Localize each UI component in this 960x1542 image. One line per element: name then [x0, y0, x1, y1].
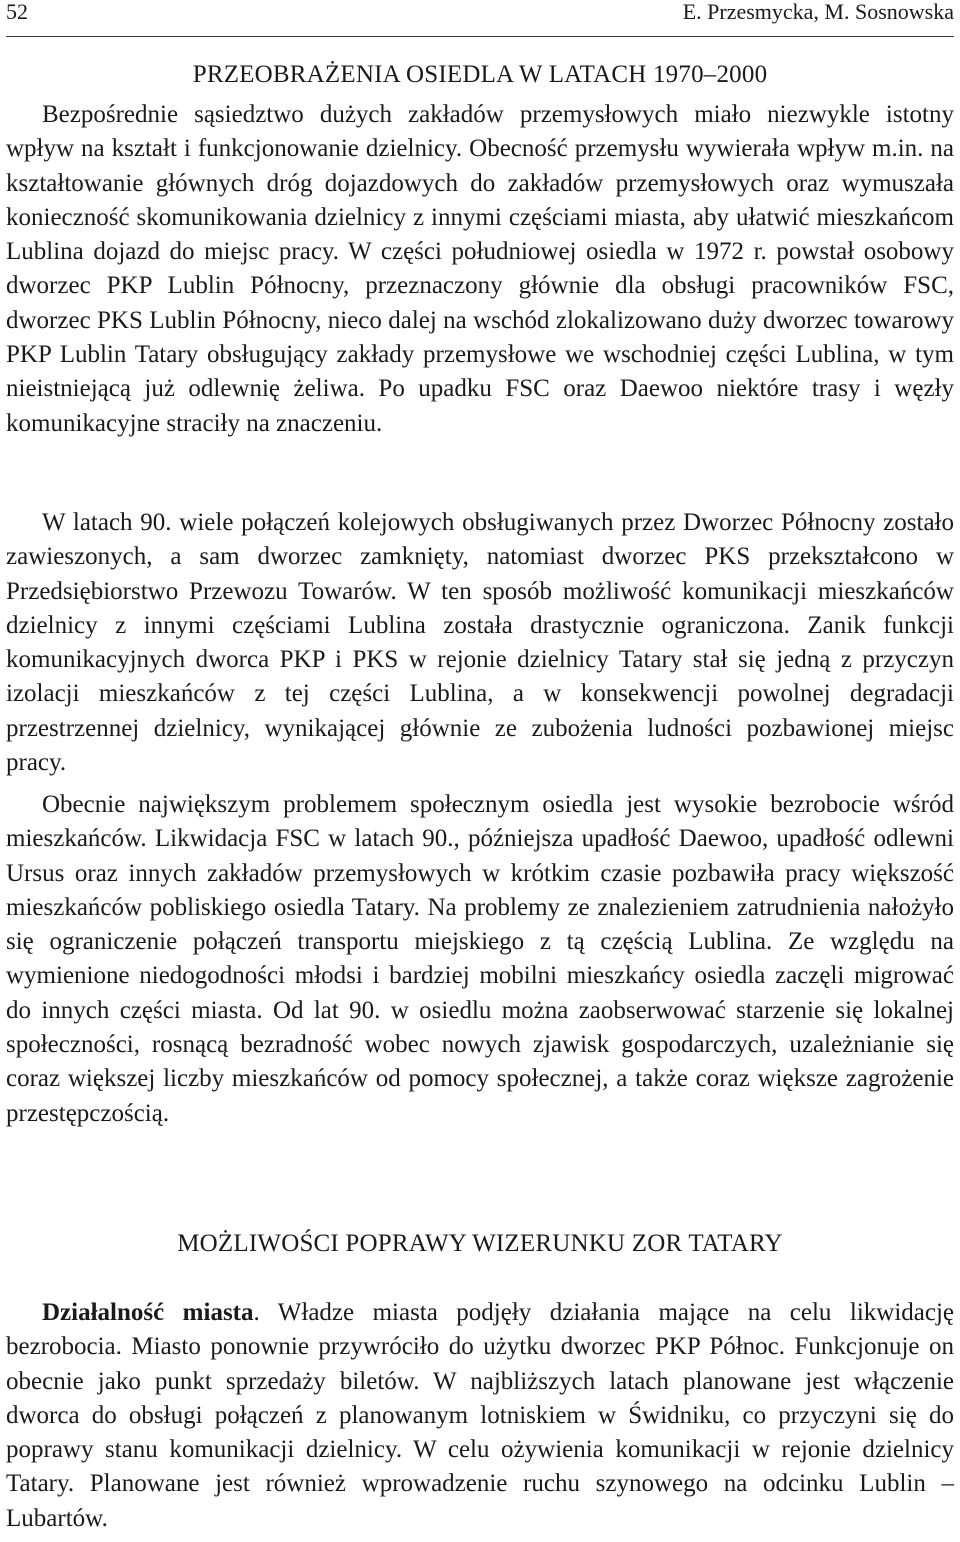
page-number: 52 [6, 0, 28, 24]
paragraph-city-activity-text: . Władze miasta podjęły działania mające na celu likwidację bezrobocia. Miasto ponownie przywróciło do użytku dworzec PKP Północ. Funkcjonuje on obecnie jako punkt sprzedaży biletów. W najbliższych latach planowane jest włączenie dworca do obsługi połączeń z planowanym lotniskiem w Świdniku, co przyczyni się do poprawy stanu komunikacji dzielnicy. W celu ożywienia komunikacji w rejonie dzielnicy Tatary. Planowane jest również wprowadzenie ruchu szynowego na odcinku Lublin – Lubartów. [6, 1299, 954, 1532]
paragraph-industry-influence: Bezpośrednie sąsiedztwo dużych zakładów przemysłowych miało niezwykle istotny wpływ na kształt i funkcjonowanie dzielnicy. Obecność przemysłu wywierała wpływ m.in. na kształtowanie głównych dróg dojazdowych do zakładów przemysłowych oraz wymuszała konieczność skomunikowania dzielnicy z innymi częściami miasta, aby ułatwić mieszkańcom Lublina dojazd do miejsc pracy. W części południowej osiedla w 1972 r. powstał osobowy dworzec PKP Lublin Północny, przeznaczony głównie dla obsługi pracowników FSC, dworzec PKS Lublin Północny, nieco dalej na wschód zlokalizowano duży dworzec towarowy PKP Lublin Tatary obsługujący zakłady przemysłowe we wschodniej części Lublina, w tym nieistniejącą już odlewnię żeliwa. Po upadku FSC oraz Daewoo niektóre trasy i węzły komunikacyjne straciły na znaczeniu. [6, 101, 954, 437]
section-heading-transformations: PRZEOBRAŻENIA OSIEDLA W LATACH 1970–2000 [192, 61, 768, 88]
paragraph-rail-closures: W latach 90. wiele połączeń kolejowych obsługiwanych przez Dworzec Północny zostało zawieszonych, a sam dworzec zamknięty, natomiast dworzec PKS przekształcono w Przedsiębiorstwo Przewozu Towarów. W ten sposób możliwość komunikacji mieszkańców dzielnicy z innymi częściami Lublina została drastycznie ograniczona. Zanik funkcji komunikacyjnych dworca PKP i PKS w rejonie dzielnicy Tatary stał się jedną z przyczyn izolacji mieszkańców z tej części Lublina, a w konsekwencji powolnej degradacji przestrzennej dzielnicy, wynikającej głównie ze zubożenia ludności pozbawionej miejsc pracy. [6, 509, 954, 777]
running-header-authors: E. Przesmycka, M. Sosnowska [682, 0, 954, 24]
paragraph-unemployment: Obecnie największym problemem społecznym osiedla jest wysokie bezrobocie wśród mieszkańców. Likwidacja FSC w latach 90., późniejsza upadłość Daewoo, upadłość odlewni Ursus oraz innych zakładów przemysłowych w krótkim czasie pozbawiła pracy większość mieszkańców pobliskiego osiedla Tatary. Na problemy ze znalezieniem zatrudnienia nałożyło się ograniczenie połączeń transportu miejskiego z tą częścią Lublina. Ze względu na wymienione niedogodności młodsi i bardziej mobilni mieszkańcy osiedla zaczęli migrować do innych części miasta. Od lat 90. w osiedlu można zaobserwować starzenie się lokalnej społeczności, rosnącą bezradność wobec nowych zjawisk gospodarczych, uzależnianie się coraz większej liczby mieszkańców od pomocy społecznej, a także coraz większe zagrożenie przestępczością. [6, 791, 954, 1127]
paragraph-city-activity [6, 1296, 954, 1536]
paragraph-lead-term: Działalność miasta [42, 1299, 254, 1326]
section-heading-image-improvement: MOŻLIWOŚCI POPRAWY WIZERUNKU ZOR TATARY [177, 1230, 783, 1257]
running-header [6, 0, 954, 37]
